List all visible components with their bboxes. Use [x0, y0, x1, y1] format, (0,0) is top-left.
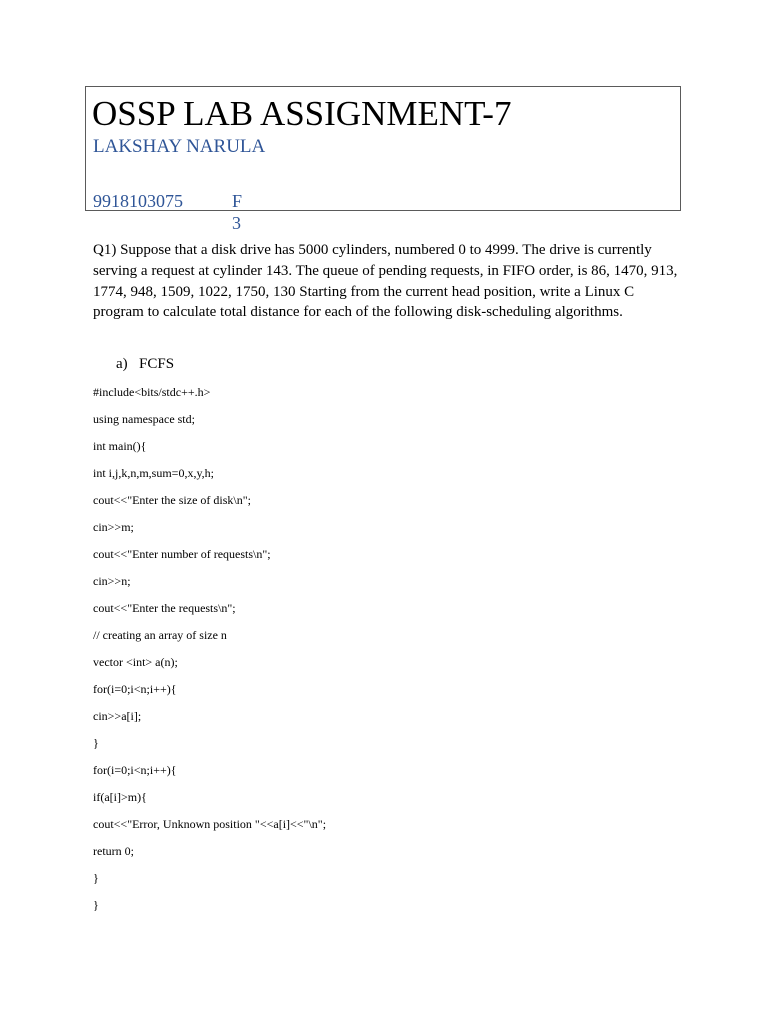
code-line: for(i=0;i<n;i++){: [93, 682, 177, 696]
code-line: }: [93, 898, 99, 912]
code-line: cout<<"Error, Unknown position "<<a[i]<<"\n";: [93, 817, 327, 831]
list-marker: a): [116, 356, 128, 372]
code-line: // creating an array of size n: [93, 628, 227, 642]
subsection-heading: [116, 354, 174, 374]
code-line: cin>>m;: [93, 520, 134, 534]
roll-number: 9918103075: [93, 191, 183, 211]
author-name: LAKSHAY NARULA: [93, 136, 266, 157]
code-line: for(i=0;i<n;i++){: [93, 763, 177, 777]
code-line: if(a[i]>m){: [93, 790, 147, 804]
code-line: using namespace std;: [93, 412, 195, 426]
section-label: F3: [232, 191, 243, 233]
code-line: int main(){: [93, 439, 147, 453]
code-line: cout<<"Enter the size of disk\n";: [93, 493, 251, 507]
code-line: cin>>n;: [93, 574, 131, 588]
code-line: cin>>a[i];: [93, 709, 142, 723]
subsection-label: FCFS: [139, 356, 175, 372]
code-line: #include<bits/stdc++.h>: [93, 385, 211, 399]
code-listing: [93, 382, 326, 922]
code-line: }: [93, 736, 99, 750]
code-line: cout<<"Enter the requests\n";: [93, 601, 236, 615]
document-title: OSSP LAB ASSIGNMENT-7: [92, 94, 512, 133]
question-text: Q1) Suppose that a disk drive has 5000 cylinders, numbered 0 to 4999. The drive is currently serving a request at cylinder 143. The queue of pending requests, in FIFO order, is 86, 1470, 913, 1774, 948, 1509, 1022, 1750, 130 Starting from the current head position, write a Linux C program to calculate total distance for each of the following disk-scheduling algorithms.: [93, 242, 678, 321]
code-line: cout<<"Enter number of requests\n";: [93, 547, 271, 561]
code-line: }: [93, 871, 99, 885]
code-line: vector <int> a(n);: [93, 655, 178, 669]
code-line: int i,j,k,n,m,sum=0,x,y,h;: [93, 466, 214, 480]
code-line: return 0;: [93, 844, 134, 858]
